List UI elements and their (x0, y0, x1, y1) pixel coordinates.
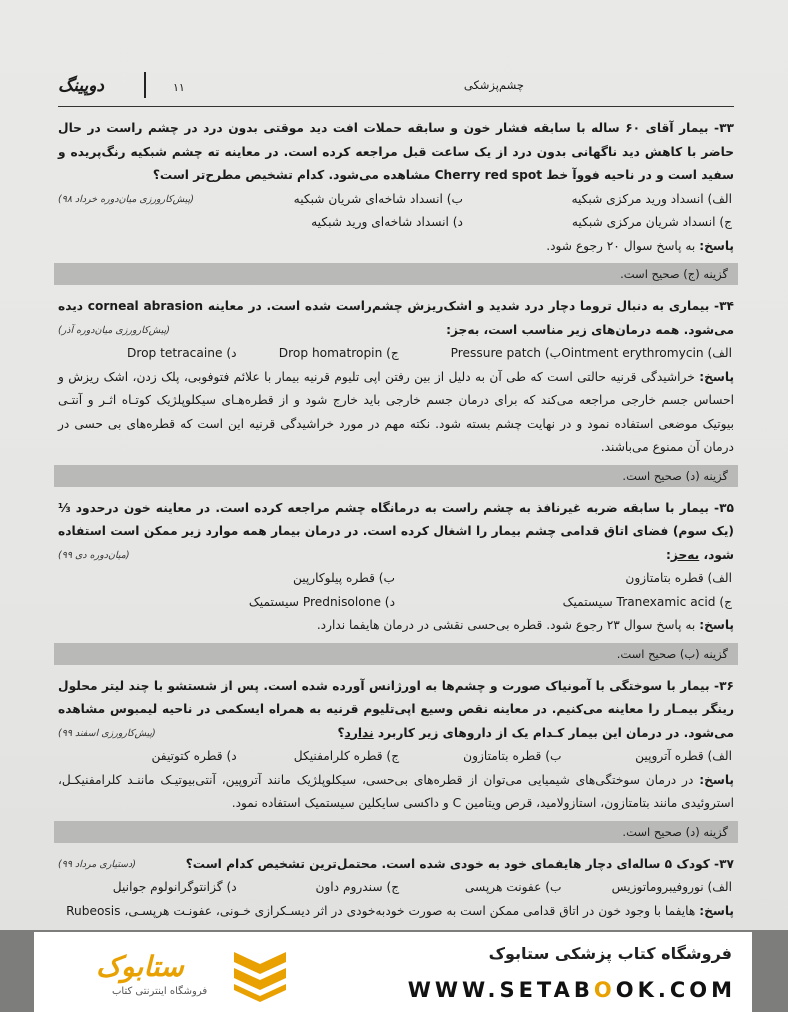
answer-text: پاسخ: به پاسخ سوال ۲۰ رجوع شود. (546, 238, 734, 253)
option-d: د) قطره کتوتیفن (151, 749, 237, 763)
option-d: د) Prednisolone سیستمیک (248, 594, 395, 609)
question-35 (58, 497, 734, 665)
option-b: ب) عفونت هرپسی (464, 880, 562, 894)
option-c: ج) انسداد شریان مرکزی شبکیه (571, 215, 732, 229)
answer-key-bar: گزینه (د) صحیح است. (54, 821, 738, 843)
question-stem: ۳۷- کودک ۵ ساله‌ای دچار هایفمای خود به خودی شده است. محتمل‌ترین تشخیص کدام است؟ (دستیاری مرداد ۹۹) (58, 853, 734, 877)
answer-text: پاسخ: در درمان سوختگی‌های شیمیایی می‌توان از قطره‌های بی‌حسی، سیکلوپلژیک مانند آتروپین، آنتی‌بیوتیـک ماننـد کلرامفنیکـل، استروئیدی مانند بتامتازون، استازولامید، قرص ویتامین C و داکسی سایکلین سیستمیک استفاده نمود. (58, 772, 734, 810)
question-source: (پیش‌کارورزی میان‌دوره آذر) (58, 324, 170, 336)
question-stem: ۳۶- بیمار با سوختگی با آمونیاک صورت و چشم‌ها به اورژانس آورده شده است. پس از شستشو با چند لیتر محلول رینگر بیمـار را معاینه می‌کنیم. در معاینه نقص وسیع اپی‌تلیوم قرنیه به همراه ایسکمی در ناحیه لیمبوس مشاهده می‌شود. در درمان این بیمار کـدام یک از داروهای زیر کاربرد ندارد؟ (پیش‌کارورزی اسفند ۹۹) (58, 675, 734, 746)
question-36 (58, 675, 734, 843)
option-c: ج) قطره کلرامفنیکل (293, 749, 400, 763)
doping-logo: دوپینگ (58, 76, 104, 96)
option-b: ب) Pressure patch (450, 346, 562, 360)
answer-text: پاسخ: هایفما با وجود خون در اتاق قدامی ممکن است به صورت خودبه‌خودی در اثر دیسـکرازی خـونی، عفونـت هرپسـی، Rubeosis (66, 903, 734, 918)
question-source: (پیش‌کارورزی میان‌دوره خرداد ۹۸) (58, 193, 194, 205)
options-list (194, 188, 734, 235)
option-a: الف) قطره بتامتازون (625, 571, 732, 585)
question-stem: ۳۳- بیمار آقای ۶۰ ساله با سابقه فشار خون و سابقه حملات افت دید موقتی بدون درد در چشم راست در حال حاضر با کاهش دید ناگهانی بدون درد از یک ساعت قبل مراجعه کرده است. در معاینه ته چشم شبکیه رنگ‌پریده و سفید است و در ناحیه فووآ خط Cherry red spot مشاهده می‌شود. کدام تشخیص مطرح‌تر است؟ (پیش‌کارورزی میان‌دوره خرداد ۹۸) (58, 117, 734, 188)
question-37 (58, 853, 734, 924)
page-content (58, 66, 734, 923)
chevron-stack-icon (230, 944, 290, 1002)
option-d: د) انسداد شاخه‌ای ورید شبکیه (311, 215, 463, 229)
option-a: الف) Ointment erythromycin (561, 346, 732, 360)
answer-key-bar: گزینه (د) صحیح است. (54, 465, 738, 487)
option-a: الف) انسداد ورید مرکزی شبکیه (571, 191, 732, 206)
option-a: الف) قطره آتروپین (635, 749, 732, 763)
question-stem: ۳۴- بیماری به دنبال تروما دچار درد شدید و اشک‌ریزش چشم‌راست شده است. در معاینه corneal abrasion دیده می‌شود. همه درمان‌های زیر مناسب است، به‌جز: (پیش‌کارورزی میان‌دوره آذر) (58, 295, 734, 342)
option-d: د) Drop tetracaine (126, 346, 237, 360)
store-banner (34, 932, 752, 1012)
setabook-logo (64, 946, 224, 1006)
option-b: ب) قطره پیلوکارپین (292, 571, 395, 585)
question-34 (58, 295, 734, 487)
logo-text: ستابوک (96, 950, 184, 983)
logo-subtitle: فروشگاه اینترنتی کتاب (112, 986, 208, 997)
question-stem: ۳۵- بیمار با سابقه ضربه غیرنافذ به چشم راست به درمانگاه چشم مراجعه کرده است. در معاینه خون درحدود ⅓ (یک سوم) فضای اتاق قدامی چشم بیمار را اشغال کرده است. در درمان بیمار همه موارد زیر ممکن است استفاده شود، به‌جز: (میان‌دوره دی ۹۹) (58, 497, 734, 568)
option-c: ج) سندروم داون (315, 880, 400, 894)
question-source: (میان‌دوره دی ۹۹) (58, 549, 130, 561)
option-c: ج) Tranexamic acid سیستمیک (562, 594, 732, 609)
header-divider (144, 72, 146, 98)
option-b: ب) انسداد شاخه‌ای شریان شبکیه (293, 191, 463, 206)
options-list (58, 567, 734, 614)
options-list (58, 876, 734, 900)
store-url: WWW.SETABOOK.COM (407, 978, 736, 1002)
page-header (58, 66, 734, 107)
option-d: د) گزانتوگرانولوم جوانیل (112, 880, 237, 894)
option-c: ج) Drop homatropin (278, 346, 399, 360)
question-33 (58, 117, 734, 285)
question-source: (پیش‌کارورزی اسفند ۹۹) (58, 727, 156, 739)
answer-key-bar: گزینه (ب) صحیح است. (54, 643, 738, 665)
options-list (58, 745, 734, 769)
option-a: الف) نوروفیبروماتوزیس (611, 880, 732, 894)
option-b: ب) قطره بتامتازون (463, 749, 562, 763)
answer-key-bar: گزینه (ج) صحیح است. (54, 263, 738, 285)
answer-text: پاسخ: به پاسخ سوال ۲۳ رجوع شود. قطره بی‌حسی نقشی در درمان هایفما ندارد. (316, 618, 734, 632)
page-number: ۱۱ (173, 81, 185, 94)
chapter-title: چشم‌پزشکی (463, 78, 524, 92)
question-source: (دستیاری مرداد ۹۹) (58, 858, 136, 870)
options-list (58, 342, 734, 366)
store-name: فروشگاه کتاب پزشکی ستابوک (488, 944, 732, 963)
answer-text: پاسخ: خراشیدگی قرنیه حالتی است که طی آن به دلیل از بین رفتن اپی تلیوم قرنیه بیمار با علائم فتوفوبی، پلک زدن، اشک ریزش و احساس جسم خارجی مراجعه می‌کند که برای درمان جسم خارجی باید خارج شود و از قطره‌هـای سیکلوپلژیک کوتـاه اثـر و آنتـی بیوتیک موضعی استفاده نمود و در نهایت چشم بسته شود. نکته مهم در مورد خراشیدگی قرنیه این است که قطره‌های بی حسی در درمان آن ممنوع می‌باشند. (58, 369, 735, 454)
